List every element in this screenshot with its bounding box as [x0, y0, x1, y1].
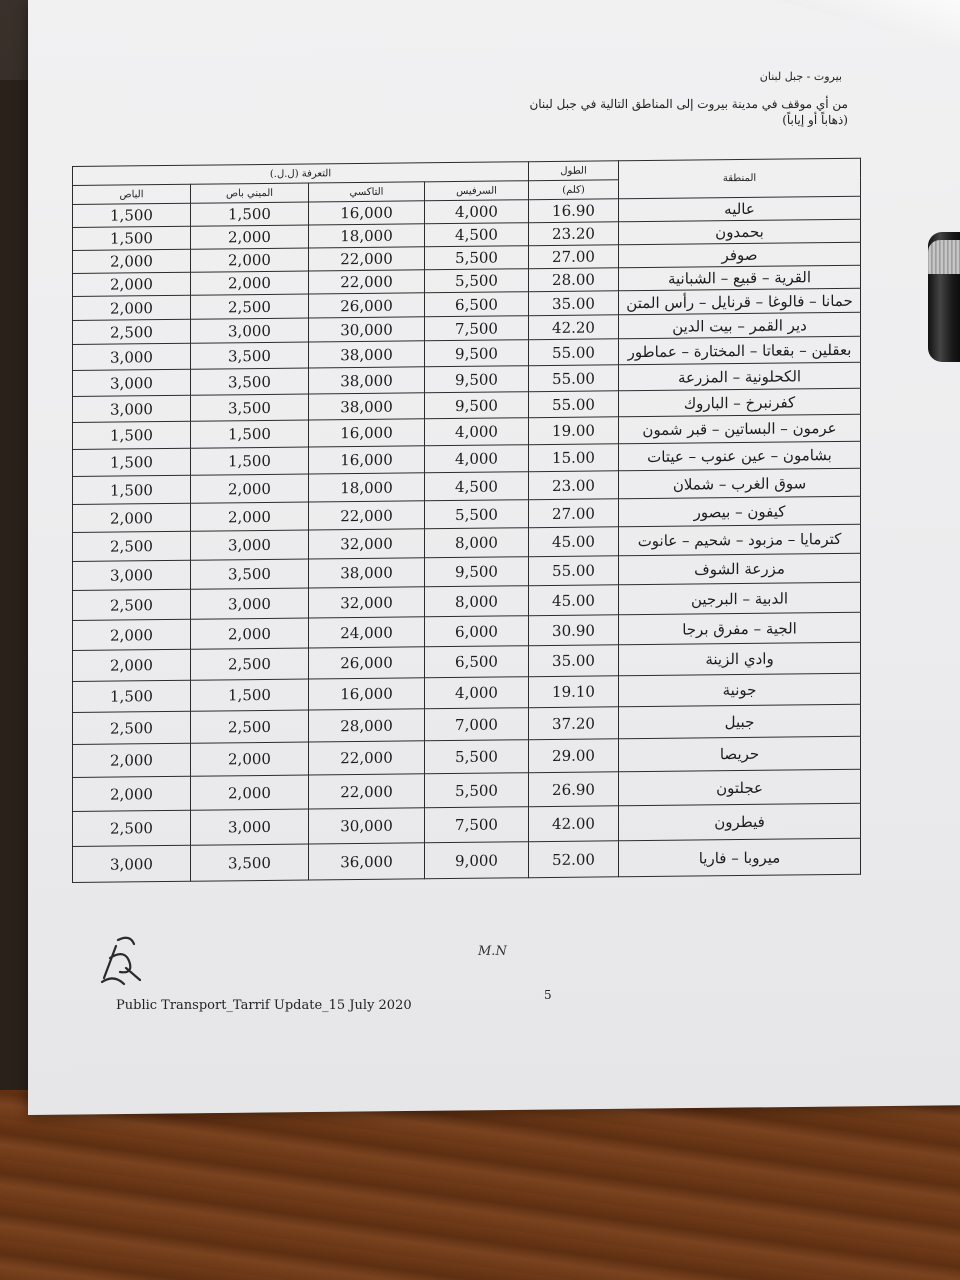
- taxi-fare-cell: 18,000: [309, 224, 425, 248]
- bus-fare-cell: 1,500: [73, 680, 191, 712]
- service-fare-cell: 8,000: [425, 528, 529, 558]
- length-cell: 52.00: [529, 841, 619, 878]
- bus-fare-cell: 2,000: [73, 272, 191, 296]
- minibus-fare-cell: 2,000: [191, 502, 309, 531]
- bus-fare-cell: 2,500: [73, 810, 191, 846]
- taxi-fare-cell: 36,000: [309, 843, 425, 880]
- length-cell: 16.90: [529, 199, 619, 223]
- minibus-fare-cell: 2,000: [191, 775, 309, 810]
- region-cell: جبيل: [619, 704, 861, 739]
- bus-fare-cell: 2,000: [73, 776, 191, 811]
- service-header: السرفيس: [425, 181, 529, 201]
- length-cell: 55.00: [529, 391, 619, 418]
- service-fare-cell: 5,500: [425, 246, 529, 270]
- minibus-fare-cell: 2,500: [191, 294, 309, 319]
- region-cell: فيطرون: [619, 803, 861, 841]
- initials: M.N: [478, 944, 507, 959]
- length-cell: 55.00: [529, 339, 619, 366]
- bus-fare-cell: 3,000: [73, 369, 191, 396]
- taxi-fare-cell: 16,000: [309, 419, 425, 447]
- minibus-fare-cell: 2,500: [191, 710, 309, 743]
- region-cell: عرمون – البساتين – قبر شمون: [619, 414, 861, 444]
- service-fare-cell: 9,500: [425, 366, 529, 393]
- minibus-fare-cell: 1,500: [191, 679, 309, 711]
- region-cell: صوفر: [619, 242, 861, 268]
- service-fare-cell: 9,500: [425, 557, 529, 587]
- taxi-fare-cell: 32,000: [309, 587, 425, 618]
- taxi-fare-cell: 38,000: [309, 341, 425, 368]
- bus-fare-cell: 2,500: [73, 711, 191, 744]
- bus-fare-cell: 2,000: [73, 743, 191, 777]
- region-cell: بحمدون: [619, 219, 861, 245]
- tariff-table-body: [73, 196, 861, 882]
- service-fare-cell: 9,500: [425, 392, 529, 419]
- minibus-fare-cell: 2,000: [191, 618, 309, 649]
- region-cell: كيفون – بيصور: [619, 496, 861, 527]
- service-fare-cell: 9,500: [425, 340, 529, 367]
- service-fare-cell: 4,500: [425, 472, 529, 501]
- taxi-fare-cell: 22,000: [309, 501, 425, 530]
- region-cell: وادي الزينة: [619, 642, 861, 676]
- taxi-fare-cell: 32,000: [309, 529, 425, 559]
- region-cell: حمانا – فالوغا – قرنايل – رأس المتن: [619, 288, 861, 315]
- taxi-fare-cell: 16,000: [309, 201, 425, 225]
- length-cell: 37.20: [529, 707, 619, 740]
- bus-fare-cell: 2,500: [73, 531, 191, 561]
- bus-fare-cell: 1,500: [73, 448, 191, 476]
- wooden-table-surface: [0, 1090, 960, 1280]
- service-fare-cell: 6,500: [425, 292, 529, 317]
- tariff-header: التعرفة (ل.ل.): [73, 162, 529, 186]
- taxi-header: التاكسي: [309, 182, 425, 202]
- service-fare-cell: 4,000: [425, 445, 529, 473]
- signature-mark: [96, 928, 146, 988]
- region-cell: عجلتون: [619, 769, 861, 806]
- bus-header: الباص: [73, 184, 191, 204]
- length-cell: 45.00: [529, 585, 619, 616]
- length-cell: 19.00: [529, 417, 619, 445]
- minibus-fare-cell: 3,000: [191, 809, 309, 845]
- region-cell: جونية: [619, 673, 861, 707]
- document-footer: Public Transport_Tarrif Update_15 July 2020: [116, 998, 412, 1013]
- service-fare-cell: 4,000: [425, 418, 529, 446]
- length-cell: 55.00: [529, 365, 619, 392]
- service-fare-cell: 4,000: [425, 677, 529, 709]
- service-fare-cell: 6,000: [425, 616, 529, 647]
- minibus-fare-cell: 2,000: [191, 742, 309, 776]
- minibus-fare-cell: 3,000: [191, 588, 309, 619]
- bus-fare-cell: 3,000: [73, 395, 191, 422]
- taxi-fare-cell: 16,000: [309, 678, 425, 710]
- length-cell: 35.00: [529, 291, 619, 316]
- region-cell: بعقلين – بقعاتا – المختارة – عماطور: [619, 336, 861, 365]
- table-row: [73, 838, 861, 882]
- service-fare-cell: 6,500: [425, 646, 529, 678]
- bus-fare-cell: 2,500: [73, 589, 191, 620]
- taxi-fare-cell: 22,000: [309, 741, 425, 775]
- page-subheading: من أي موقف في مدينة بيروت إلى المناطق التالية في جبل لبنان (ذهاباً أو إياباً): [529, 97, 848, 127]
- minibus-fare-cell: 3,500: [191, 394, 309, 421]
- bus-fare-cell: 2,500: [73, 319, 191, 344]
- length-cell: 45.00: [529, 527, 619, 557]
- bus-fare-cell: 2,000: [73, 649, 191, 681]
- length-cell: 23.20: [529, 222, 619, 246]
- bus-fare-cell: 2,000: [73, 249, 191, 273]
- length-cell: 55.00: [529, 556, 619, 586]
- taxi-fare-cell: 28,000: [309, 709, 425, 742]
- length-cell: 19.10: [529, 676, 619, 708]
- minibus-fare-cell: 3,000: [191, 530, 309, 560]
- length-cell: 26.90: [529, 772, 619, 807]
- minibus-fare-cell: 1,500: [191, 202, 309, 226]
- minibus-fare-cell: 3,000: [191, 318, 309, 343]
- length-cell: 15.00: [529, 444, 619, 472]
- service-fare-cell: 7,500: [425, 807, 529, 843]
- minibus-fare-cell: 3,500: [191, 368, 309, 395]
- region-cell: كترمايا – مزبود – شحيم – عانوت: [619, 524, 861, 556]
- service-fare-cell: 4,500: [425, 223, 529, 247]
- taxi-fare-cell: 38,000: [309, 558, 425, 588]
- length-header: الطول: [529, 161, 619, 181]
- taxi-fare-cell: 26,000: [309, 647, 425, 679]
- minibus-fare-cell: 3,500: [191, 844, 309, 881]
- region-cell: ميروبا – فاريا: [619, 838, 861, 877]
- taxi-fare-cell: 24,000: [309, 617, 425, 648]
- service-fare-cell: 5,500: [425, 740, 529, 774]
- taxi-fare-cell: 38,000: [309, 393, 425, 420]
- page-number: 5: [544, 988, 552, 1002]
- pen-band: [928, 240, 960, 274]
- region-cell: القرية – قبيع – الشبانية: [619, 265, 861, 291]
- region-cell: عاليه: [619, 196, 861, 222]
- minibus-fare-cell: 3,500: [191, 342, 309, 369]
- region-cell: الكحلونية – المزرعة: [619, 362, 861, 391]
- minibus-fare-cell: 1,500: [191, 420, 309, 448]
- taxi-fare-cell: 30,000: [309, 317, 425, 342]
- minibus-fare-cell: 2,000: [191, 474, 309, 503]
- minibus-header: الميني باص: [191, 183, 309, 203]
- bus-fare-cell: 2,000: [73, 295, 191, 320]
- service-fare-cell: 5,500: [425, 500, 529, 529]
- region-cell: دير القمر – بيت الدين: [619, 312, 861, 339]
- tariff-table: [72, 158, 861, 883]
- region-header: المنطقة: [619, 158, 861, 199]
- taxi-fare-cell: 38,000: [309, 367, 425, 394]
- region-cell: سوق الغرب – شملان: [619, 468, 861, 499]
- bus-fare-cell: 2,000: [73, 503, 191, 532]
- minibus-fare-cell: 2,500: [191, 648, 309, 680]
- bus-fare-cell: 3,000: [73, 560, 191, 590]
- service-fare-cell: 8,000: [425, 586, 529, 617]
- length-cell: 27.00: [529, 499, 619, 528]
- service-fare-cell: 7,500: [425, 316, 529, 341]
- taxi-fare-cell: 26,000: [309, 293, 425, 318]
- taxi-fare-cell: 22,000: [309, 247, 425, 271]
- length-cell: 28.00: [529, 268, 619, 292]
- taxi-fare-cell: 30,000: [309, 808, 425, 844]
- minibus-fare-cell: 3,500: [191, 559, 309, 589]
- bus-fare-cell: 2,000: [73, 619, 191, 650]
- bus-fare-cell: 3,000: [73, 343, 191, 370]
- length-cell: 42.00: [529, 806, 619, 842]
- length-cell: 42.20: [529, 315, 619, 340]
- region-cell: الدبية – البرجين: [619, 582, 861, 615]
- minibus-fare-cell: 2,000: [191, 271, 309, 295]
- service-fare-cell: 5,500: [425, 269, 529, 293]
- minibus-fare-cell: 2,000: [191, 248, 309, 272]
- taxi-fare-cell: 22,000: [309, 774, 425, 809]
- length-cell: 35.00: [529, 645, 619, 677]
- page-heading: بيروت - جبل لبنان: [759, 70, 842, 83]
- service-fare-cell: 5,500: [425, 773, 529, 808]
- bus-fare-cell: 1,500: [73, 203, 191, 227]
- length-cell: 27.00: [529, 245, 619, 269]
- region-cell: الجية – مفرق برجا: [619, 612, 861, 645]
- length-cell: 29.00: [529, 739, 619, 773]
- region-cell: حريصا: [619, 736, 861, 772]
- taxi-fare-cell: 16,000: [309, 446, 425, 474]
- length-unit-header: (كلم): [529, 180, 619, 200]
- region-cell: كفرنبرخ – الباروك: [619, 388, 861, 417]
- taxi-fare-cell: 22,000: [309, 270, 425, 294]
- bus-fare-cell: 3,000: [73, 845, 191, 882]
- service-fare-cell: 7,000: [425, 708, 529, 741]
- page-fold: [750, 0, 960, 52]
- taxi-fare-cell: 18,000: [309, 473, 425, 502]
- minibus-fare-cell: 1,500: [191, 447, 309, 475]
- bus-fare-cell: 1,500: [73, 421, 191, 449]
- region-cell: مزرعة الشوف: [619, 553, 861, 585]
- minibus-fare-cell: 2,000: [191, 225, 309, 249]
- service-fare-cell: 4,000: [425, 200, 529, 224]
- bus-fare-cell: 1,500: [73, 226, 191, 250]
- bus-fare-cell: 1,500: [73, 475, 191, 504]
- service-fare-cell: 9,000: [425, 842, 529, 879]
- length-cell: 30.90: [529, 615, 619, 646]
- region-cell: بشامون – عين عنوب – عيتات: [619, 441, 861, 471]
- length-cell: 23.00: [529, 471, 619, 500]
